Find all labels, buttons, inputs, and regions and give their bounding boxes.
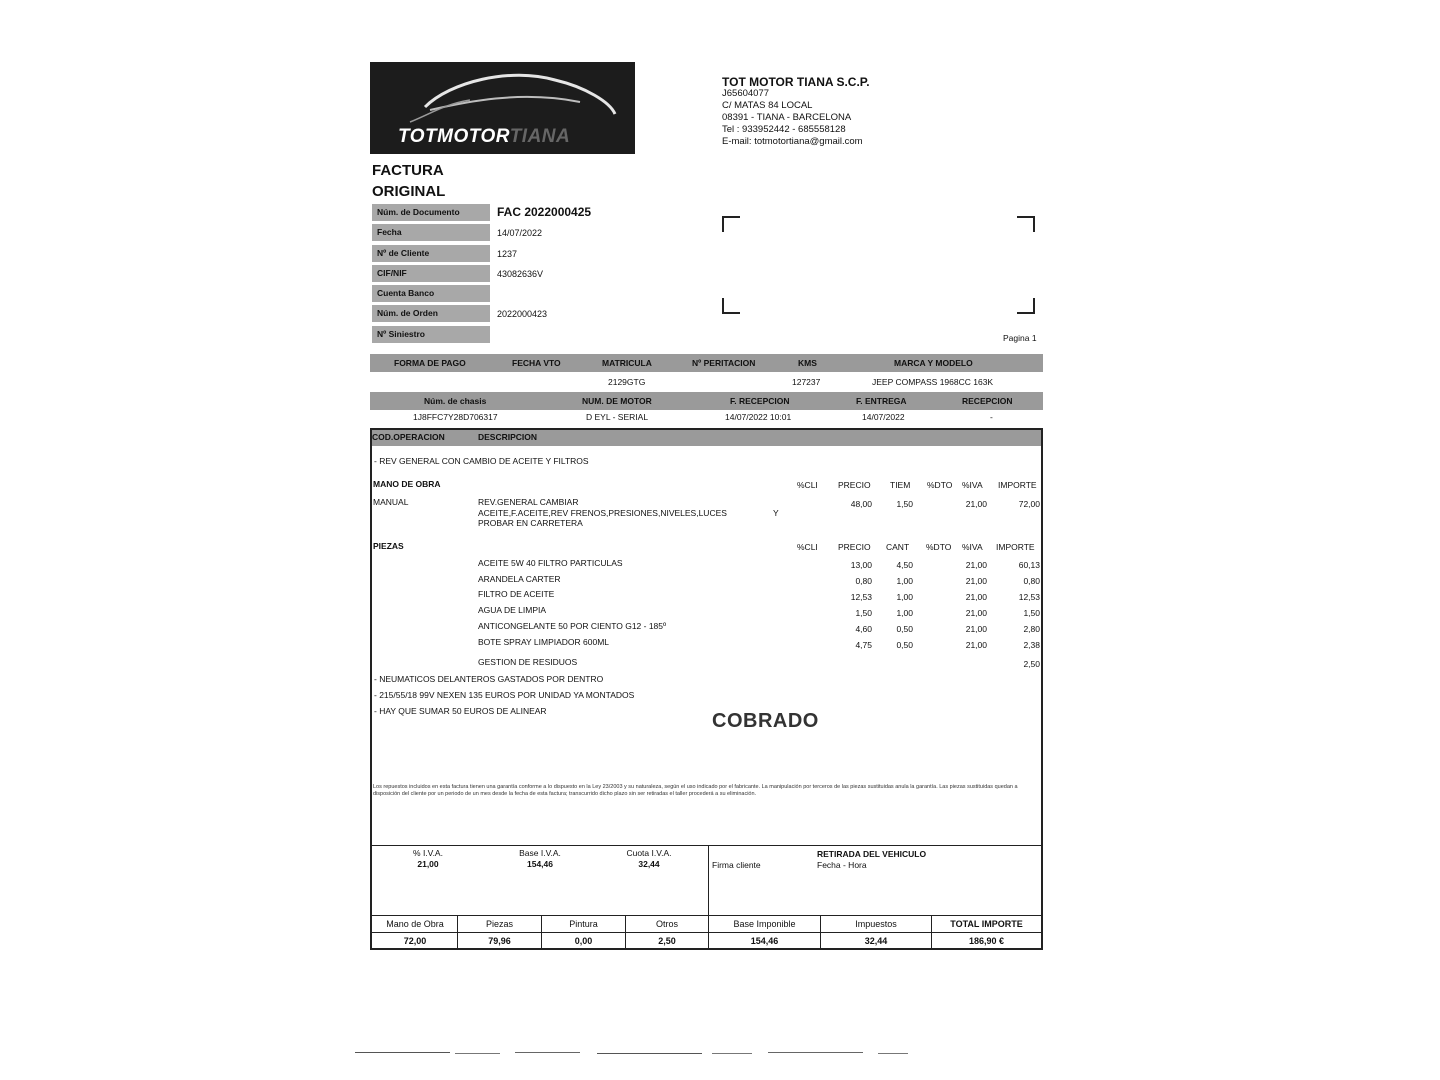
parts-col-importe: IMPORTE [996, 542, 1035, 552]
part-desc: FILTRO DE ACEITE [478, 589, 555, 599]
meta-label-orden: Núm. de Orden [372, 305, 490, 322]
total-label-otros: Otros [655, 919, 678, 929]
labor-col-precio: PRECIO [838, 480, 871, 490]
scan-artifact-line [878, 1053, 908, 1054]
labor-col-tiem: TIEM [890, 480, 911, 490]
part-cant: 1,00 [896, 608, 913, 618]
part-iva: 21,00 [965, 592, 987, 602]
vehicle-recepcion: 14/07/2022 10:01 [725, 412, 792, 422]
part-precio: 4,60 [855, 624, 872, 634]
part-iva: 21,00 [965, 560, 987, 570]
cobrado-stamp: COBRADO [712, 710, 819, 732]
total-value-impuestos: 32,44 [864, 936, 888, 946]
part-iva: 21,00 [965, 640, 987, 650]
vehicle-kms: 127237 [792, 377, 821, 387]
totals-top-line [372, 915, 1041, 916]
labor-importe: 72,00 [1018, 499, 1040, 509]
meta-value-documento: FAC 2022000425 [497, 205, 592, 219]
total-label-base: Base Imponible [733, 919, 796, 929]
residuos-importe: 2,50 [1023, 659, 1040, 669]
labor-col-dto: %DTO [927, 480, 953, 490]
operations-box [370, 428, 1043, 950]
part-desc: BOTE SPRAY LIMPIADOR 600ML [478, 637, 610, 647]
operation-title: - REV GENERAL CON CAMBIO DE ACEITE Y FILTROS [374, 456, 589, 466]
meta-value-orden: 2022000423 [497, 309, 548, 319]
vehicle-modelo: JEEP COMPASS 1968CC 163K [872, 377, 994, 387]
meta-value-fecha: 14/07/2022 [497, 228, 543, 238]
meta-value-cifnif: 43082636V [497, 269, 544, 279]
labor-desc-2: ACEITE,F.ACEITE,REV FRENOS,PRESIONES,NIVELES,LUCES [478, 508, 727, 518]
total-label-pintura: Pintura [569, 919, 598, 929]
labor-code: MANUAL [373, 497, 409, 507]
parts-col-dto: %DTO [926, 542, 952, 552]
iva-cuota-value: 32,44 [638, 859, 660, 869]
meta-value-cliente: 1237 [497, 249, 518, 259]
vehicle-header-band-1 [370, 354, 1043, 372]
part-cant: 4,50 [896, 560, 913, 570]
firma-cliente-label: Firma cliente [712, 860, 761, 870]
hdr-motor: NUM. DE MOTOR [582, 396, 652, 406]
legal-text: Los repuestos incluidos en esta factura tienen una garantía conforme a lo dispuesto en la Ley 23/2003 y su naturaleza, según el uso indicado por el fabricante. La manipulación por terceros de las piezas sustituidas anula la garantía. Las piezas sustituidas quedan a disposición del cliente por un periodo de un mes desde la fecha de esta factura; transcurrido dicho plazo sin ser retiradas el taller procederá a su eliminación. [373, 784, 1018, 797]
part-iva: 21,00 [965, 608, 987, 618]
parts-col-precio: PRECIO [838, 542, 871, 552]
labor-col-importe: IMPORTE [998, 480, 1037, 490]
labor-desc-2b: Y [773, 508, 779, 518]
scan-artifact-line [768, 1052, 863, 1053]
title-original: ORIGINAL [372, 183, 446, 200]
total-value-pintura: 0,00 [574, 936, 593, 946]
meta-label-documento: Núm. de Documento [372, 204, 490, 221]
company-city: 08391 - TIANA - BARCELONA [722, 112, 852, 123]
iva-pct-value: 21,00 [417, 859, 439, 869]
iva-base-header: Base I.V.A. [519, 848, 561, 858]
labor-tiem: 1,50 [896, 499, 913, 509]
company-email: E-mail: totmotortiana@gmail.com [722, 136, 863, 147]
total-value-otros: 2,50 [658, 936, 676, 946]
total-label-piezas: Piezas [485, 919, 513, 929]
note-3: - HAY QUE SUMAR 50 EUROS DE ALINEAR [374, 706, 547, 716]
company-logo [370, 62, 635, 154]
part-precio: 4,75 [855, 640, 872, 650]
window-corner-tl [722, 216, 740, 232]
totals-mid-line [372, 932, 1041, 933]
meta-label-cuenta: Cuenta Banco [372, 285, 490, 302]
hdr-matricula: MATRICULA [602, 358, 652, 368]
iva-cuota-header: Cuota I.V.A. [626, 848, 672, 858]
part-importe: 12,53 [1018, 592, 1040, 602]
scan-artifact-line [455, 1053, 500, 1054]
part-precio: 1,50 [855, 608, 872, 618]
document-title [372, 160, 445, 202]
labor-precio: 48,00 [850, 499, 872, 509]
total-value-mano-obra: 72,00 [403, 936, 427, 946]
part-desc: ARANDELA CARTER [478, 574, 561, 584]
part-desc: ACEITE 5W 40 FILTRO PARTICULAS [478, 558, 623, 568]
meta-label-cifnif: CIF/NIF [372, 265, 490, 282]
iva-base-value: 154,46 [527, 859, 553, 869]
summary-top-line [372, 845, 1041, 846]
part-precio: 12,53 [850, 592, 872, 602]
total-label-impuestos: Impuestos [855, 919, 897, 929]
summary-divider [708, 845, 709, 915]
total-value-base: 154,46 [750, 936, 779, 946]
vehicle-chasis: 1J8FFC7Y28D706317 [413, 412, 498, 422]
parts-section-title: PIEZAS [373, 541, 404, 551]
parts-col-cli: %CLI [797, 542, 818, 552]
part-desc: AGUA DE LIMPIA [478, 605, 547, 615]
window-corner-tr [1017, 216, 1035, 232]
operations-header [372, 430, 1041, 446]
hdr-recepcion-fecha: F. RECEPCION [730, 396, 790, 406]
vehicle-matricula: 2129GTG [608, 377, 646, 387]
part-importe: 1,50 [1023, 608, 1040, 618]
total-label-importe: TOTAL IMPORTE [950, 919, 1023, 929]
total-label-mano-obra: Mano de Obra [386, 919, 444, 929]
part-iva: 21,00 [965, 576, 987, 586]
part-iva: 21,00 [965, 624, 987, 634]
part-precio: 13,00 [850, 560, 872, 570]
hdr-marca-modelo: MARCA Y MODELO [894, 358, 973, 368]
part-importe: 60,13 [1018, 560, 1040, 570]
scan-artifact-line [712, 1053, 752, 1054]
part-precio: 0,80 [855, 576, 872, 586]
vehicle-motor: D EYL - SERIAL [586, 412, 649, 422]
window-corner-br [1017, 298, 1035, 314]
logo-text: TOTMOTORTIANA [398, 126, 571, 147]
hdr-fecha-vto: FECHA VTO [512, 358, 561, 368]
total-value-piezas: 79,96 [488, 936, 511, 946]
labor-col-iva: %IVA [962, 480, 983, 490]
residuos-desc: GESTION DE RESIDUOS [478, 657, 578, 667]
scan-artifact-line [515, 1052, 580, 1053]
hdr-recepcion: RECEPCION [962, 396, 1013, 406]
hdr-kms: KMS [798, 358, 817, 368]
part-importe: 2,38 [1023, 640, 1040, 650]
page-number: Pagina 1 [1003, 333, 1037, 343]
meta-label-fecha: Fecha [372, 224, 490, 241]
hdr-cod-operacion: COD.OPERACION [372, 432, 445, 442]
company-cif: J65604077 [722, 88, 770, 99]
iva-pct-header: % I.V.A. [413, 848, 443, 858]
vehicle-entrega: 14/07/2022 [862, 412, 905, 422]
hdr-chasis: Núm. de chasis [424, 396, 487, 406]
parts-col-iva: %IVA [962, 542, 983, 552]
hdr-peritacion: Nº PERITACION [692, 358, 756, 368]
total-value-importe: 186,90 € [968, 936, 1005, 946]
company-info [722, 76, 870, 148]
hdr-forma-pago: FORMA DE PAGO [394, 358, 466, 368]
part-cant: 0,50 [896, 640, 913, 650]
company-name: TOT MOTOR TIANA S.C.P. [722, 75, 870, 89]
labor-desc-3: PROBAR EN CARRETERA [478, 518, 583, 528]
labor-col-cli: %CLI [797, 480, 818, 490]
meta-label-cliente: Nº de Cliente [372, 245, 490, 262]
company-phone: Tel : 933952442 - 685558128 [722, 124, 846, 135]
part-cant: 1,00 [896, 592, 913, 602]
retirada-title: RETIRADA DEL VEHICULO [817, 849, 927, 859]
part-importe: 2,80 [1023, 624, 1040, 634]
vehicle-rec: - [990, 412, 993, 422]
labor-desc-1: REV.GENERAL CAMBIAR [478, 497, 579, 507]
part-cant: 0,50 [896, 624, 913, 634]
labor-section-title: MANO DE OBRA [373, 479, 441, 489]
part-cant: 1,00 [896, 576, 913, 586]
scan-artifact-line [597, 1053, 702, 1054]
hdr-descripcion: DESCRIPCION [478, 432, 538, 442]
labor-iva: 21,00 [965, 499, 987, 509]
note-2: - 215/55/18 99V NEXEN 135 EUROS POR UNIDAD YA MONTADOS [374, 690, 635, 700]
hdr-entrega: F. ENTREGA [856, 396, 907, 406]
scan-artifact-line [355, 1052, 450, 1053]
part-importe: 0,80 [1023, 576, 1040, 586]
retirada-fecha-hora: Fecha - Hora [817, 860, 867, 870]
vehicle-header-band-2 [370, 392, 1043, 410]
meta-label-siniestro: Nº Siniestro [372, 326, 490, 343]
parts-col-cant: CANT [886, 542, 910, 552]
part-desc: ANTICONGELANTE 50 POR CIENTO G12 - 185º [478, 621, 667, 631]
title-factura: FACTURA [372, 162, 444, 179]
company-address: C/ MATAS 84 LOCAL [722, 100, 813, 111]
note-1: - NEUMATICOS DELANTEROS GASTADOS POR DENTRO [374, 674, 604, 684]
window-corner-bl [722, 298, 740, 314]
